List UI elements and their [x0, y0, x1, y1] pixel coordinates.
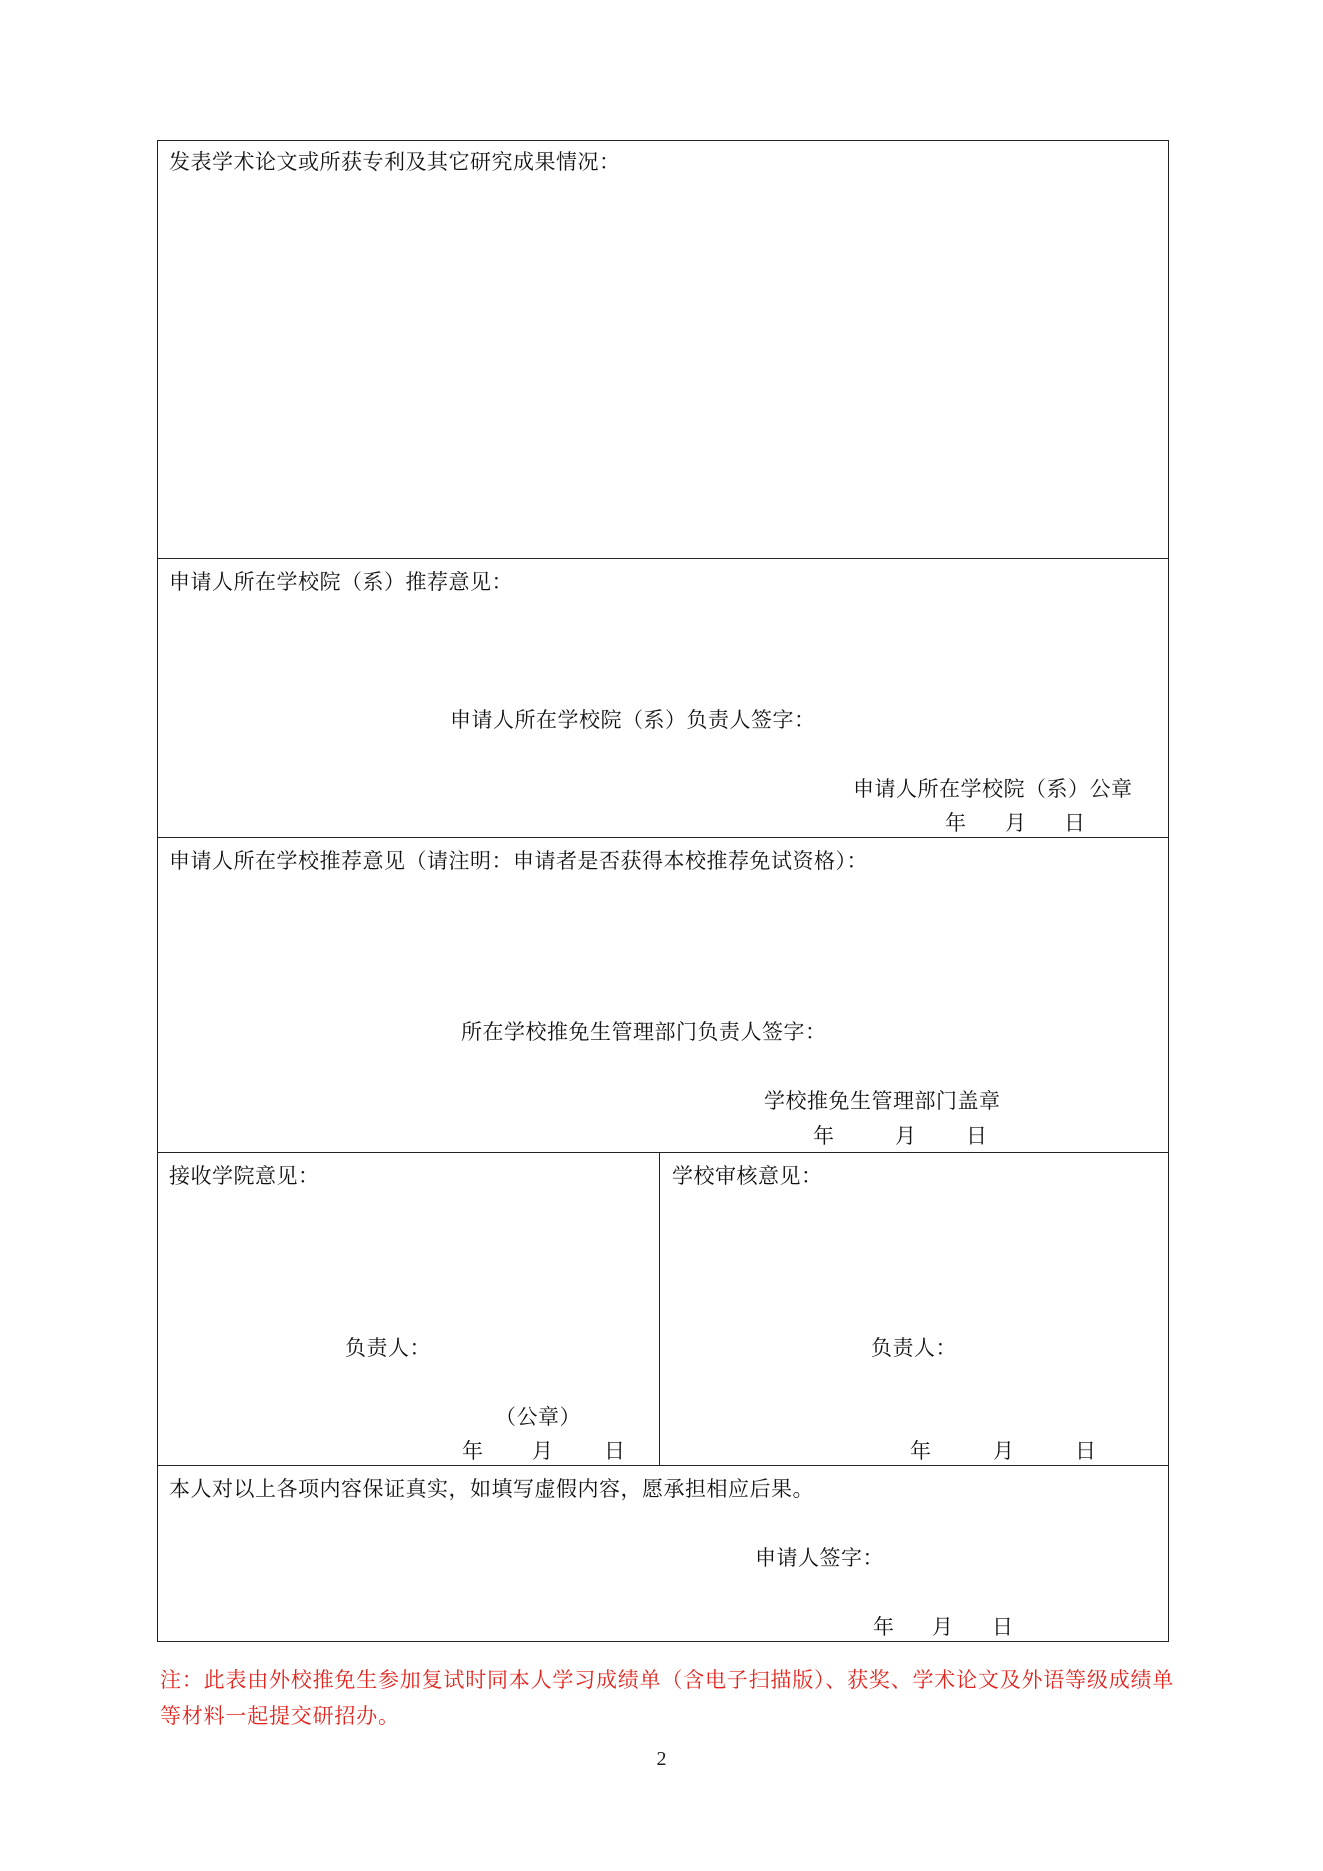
page-number: 2: [656, 1748, 667, 1770]
applicant-date-year: 年: [873, 1615, 895, 1639]
school-recommendation-cell: [158, 838, 1168, 1152]
receiving-college-heading: 接收学院意见：: [169, 1164, 320, 1188]
applicant-date-month: 月: [932, 1615, 954, 1639]
submission-note: 注：此表由外校推免生参加复试时同本人学习成绩单（含电子扫描版）、获奖、学术论文及外语等级成绩单等材料一起提交研招办。: [160, 1668, 1175, 1728]
department-date-year: 年: [945, 811, 967, 835]
admin-head-signature-label: 所在学校推免生管理部门负责人签字：: [461, 1020, 827, 1044]
school-review-date-month: 月: [993, 1439, 1015, 1463]
research-results-heading: 发表学术论文或所获专利及其它研究成果情况：: [169, 150, 621, 174]
school-review-date-day: 日: [1075, 1439, 1097, 1463]
department-seal-label: 申请人所在学校院（系）公章: [853, 777, 1133, 801]
school-review-heading: 学校审核意见：: [672, 1164, 823, 1188]
department-date-day: 日: [1064, 811, 1086, 835]
applicant-date-day: 日: [992, 1615, 1014, 1639]
receiving-college-date-day: 日: [604, 1439, 626, 1463]
receiving-college-date-month: 月: [532, 1439, 554, 1463]
school-review-opinion-cell: [660, 1153, 1168, 1465]
table-border-right: [1168, 140, 1169, 1642]
applicant-declaration-text: 本人对以上各项内容保证真实，如填写虚假内容，愿承担相应后果。: [169, 1477, 814, 1501]
school-review-person-label: 负责人：: [871, 1336, 957, 1360]
receiving-college-opinion-cell: [158, 1153, 659, 1465]
admin-date-month: 月: [895, 1124, 917, 1148]
table-border-bottom: [157, 1641, 1169, 1642]
receiving-college-date-year: 年: [462, 1439, 484, 1463]
receiving-college-person-label: 负责人：: [345, 1336, 431, 1360]
admin-date-year: 年: [813, 1124, 835, 1148]
department-head-signature-label: 申请人所在学校院（系）负责人签字：: [450, 708, 816, 732]
department-recommendation-heading: 申请人所在学校院（系）推荐意见：: [169, 570, 513, 594]
admin-date-day: 日: [966, 1124, 988, 1148]
applicant-signature-label: 申请人签字：: [755, 1546, 884, 1570]
research-results-cell: [158, 141, 1168, 558]
receiving-college-seal-label: （公章）: [495, 1405, 581, 1429]
department-date-month: 月: [1005, 811, 1027, 835]
admin-seal-label: 学校推免生管理部门盖章: [764, 1089, 1001, 1113]
school-recommendation-heading: 申请人所在学校推荐意见（请注明：申请者是否获得本校推荐免试资格）：: [169, 849, 868, 873]
school-review-date-year: 年: [910, 1439, 932, 1463]
applicant-declaration-cell: [158, 1466, 1168, 1641]
department-recommendation-cell: [158, 559, 1168, 837]
